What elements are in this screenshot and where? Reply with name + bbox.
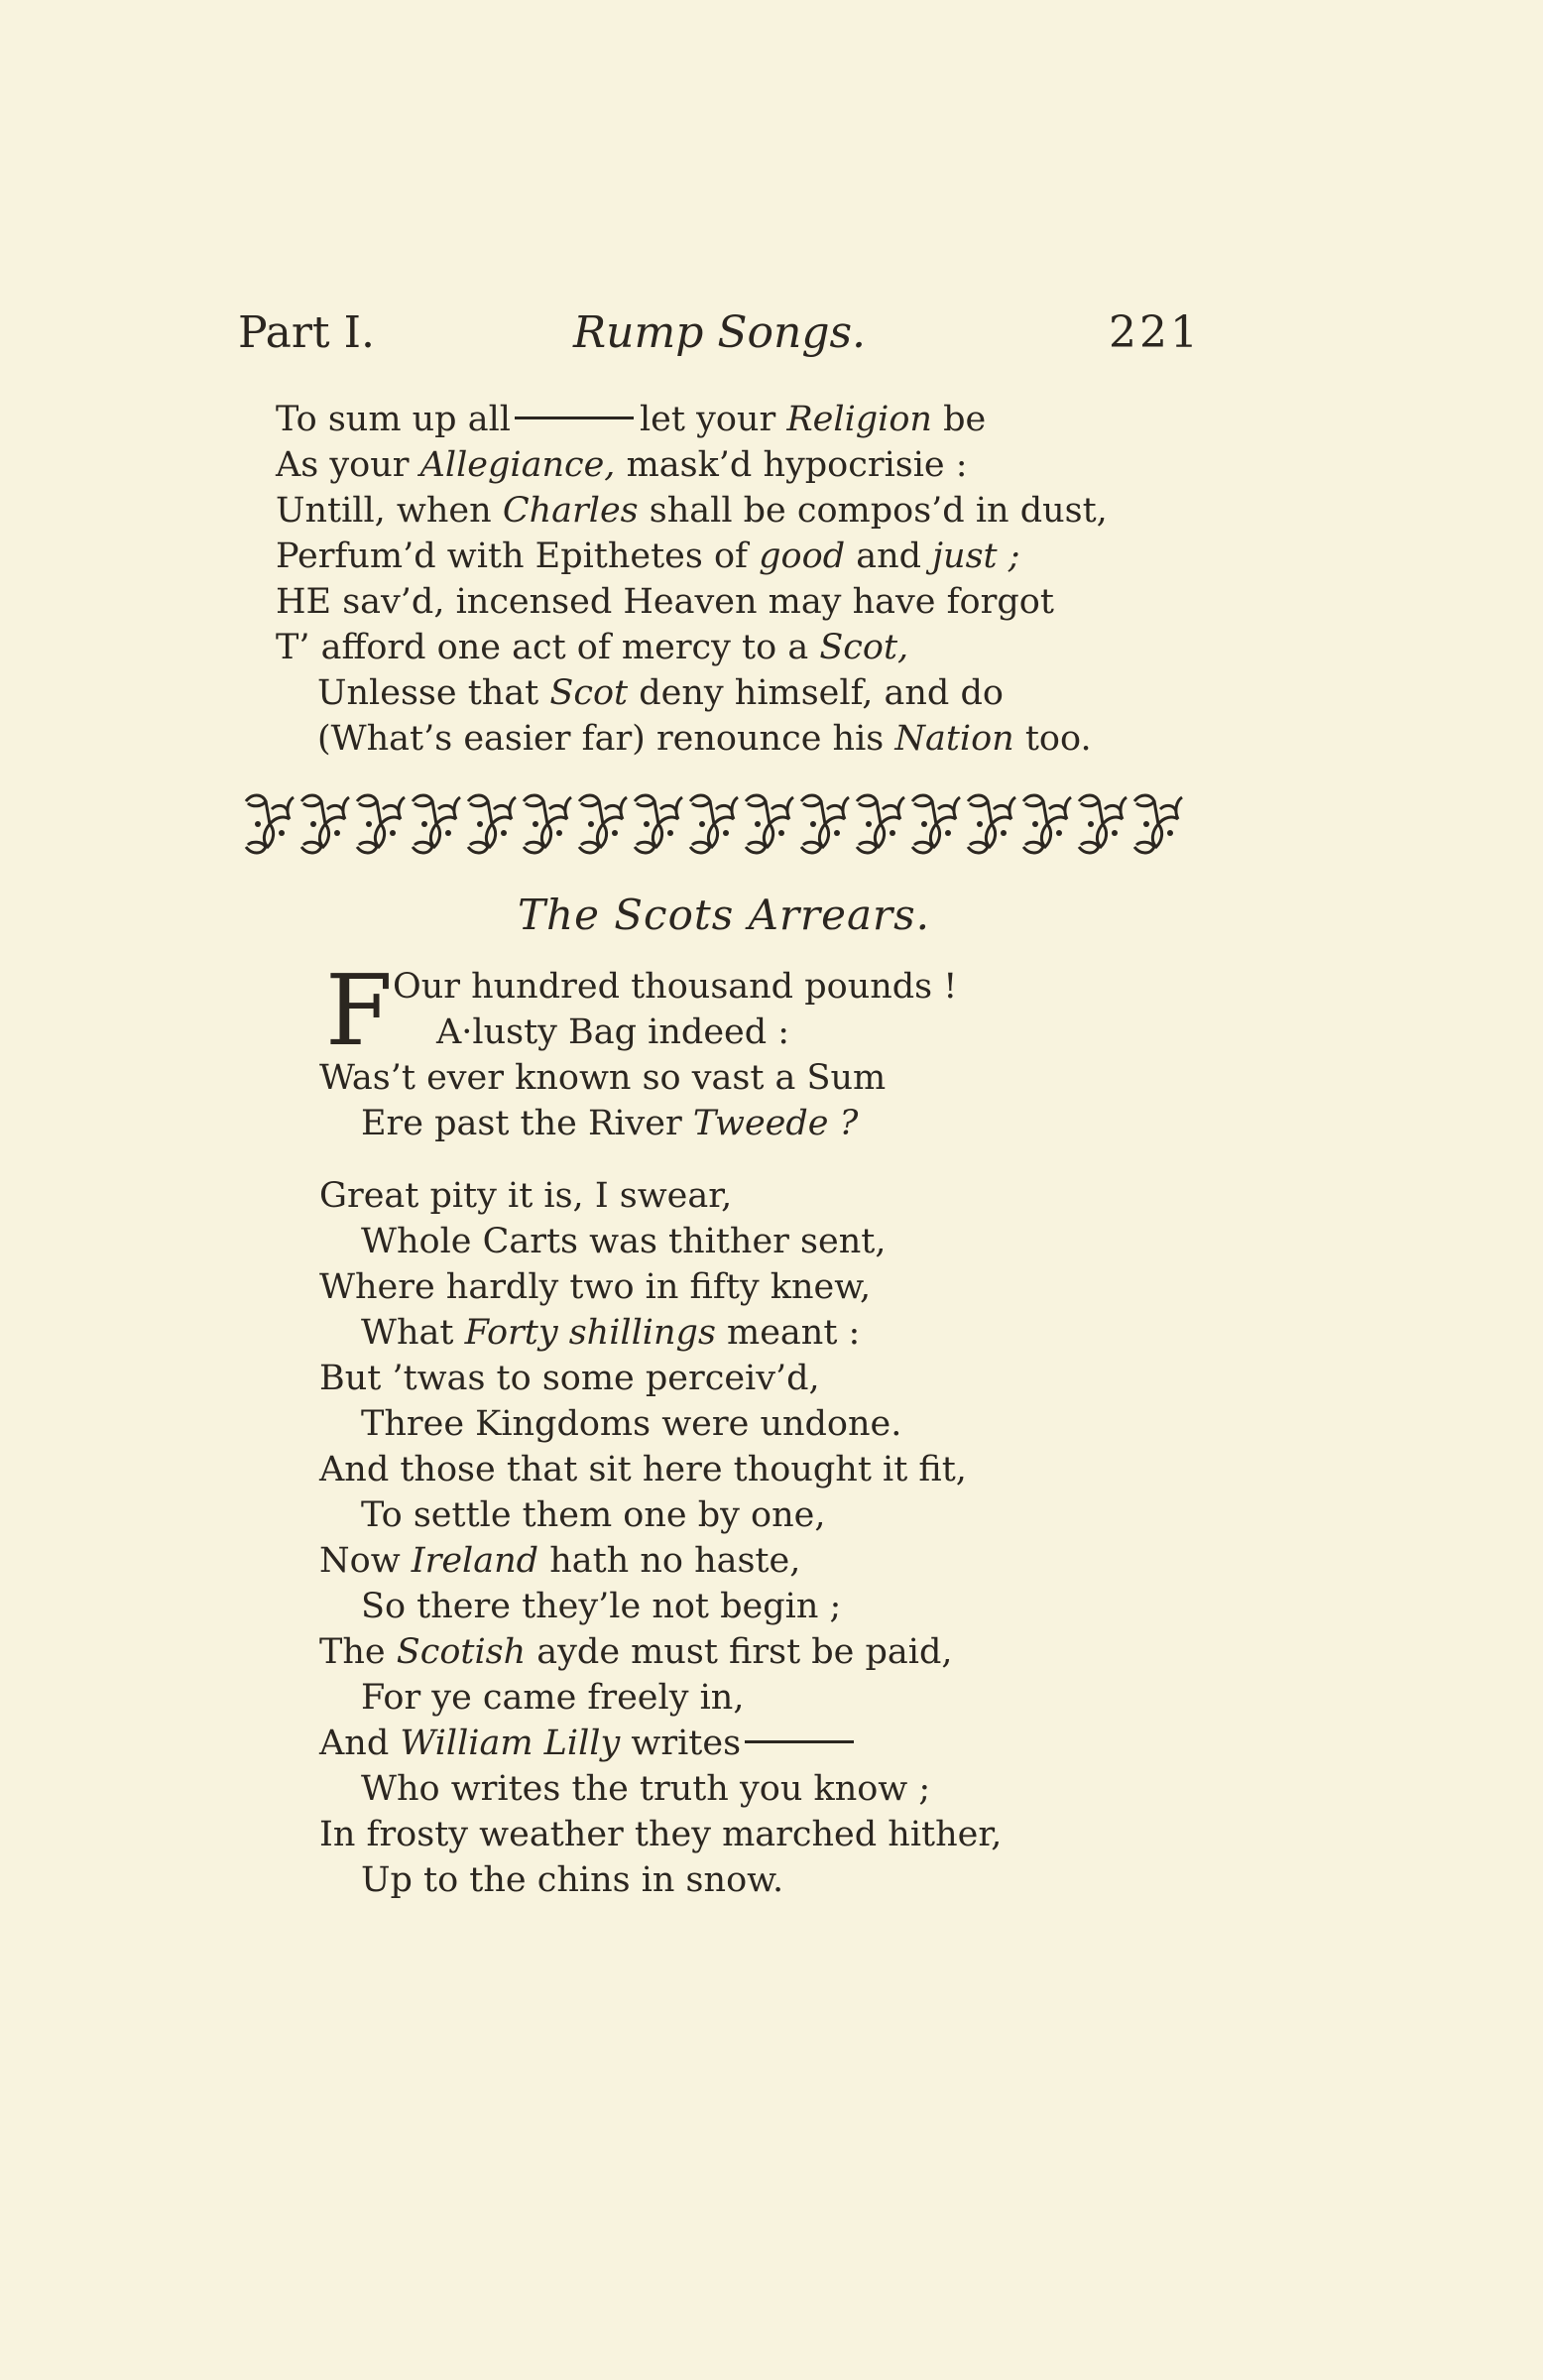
running-header-part: Part I.	[238, 307, 375, 358]
ornament-motif	[857, 795, 904, 853]
verse-line: Who writes the truth you know ;	[361, 1769, 931, 1809]
ornament-motif	[1079, 795, 1127, 853]
verse-line: The Scotish ayde must first be paid,	[319, 1632, 953, 1672]
verse-line: Perfum’d with Epithetes of good and just ;	[276, 536, 1020, 576]
verse-line: Untill, when Charles shall be compos’d in dust,	[276, 491, 1108, 531]
ornament-motif	[912, 795, 960, 853]
verse-line: To sum up all let your Religion be	[276, 400, 987, 439]
ornament-motif	[1134, 795, 1182, 853]
verse-line: So there they’le not begin ;	[361, 1587, 842, 1626]
verse-line: A·lusty Bag indeed :	[436, 1012, 790, 1052]
ornament-motif	[1023, 795, 1071, 853]
verse-line: Whole Carts was thither sent,	[361, 1222, 887, 1261]
verse-line: For ye came freely in,	[361, 1678, 745, 1718]
running-header-title: Rump Songs.	[573, 307, 867, 358]
ornament-motif	[635, 795, 682, 853]
verse-line: In frosty weather they marched hither,	[319, 1815, 1003, 1854]
ornament-motif	[301, 795, 349, 853]
verse-line: Up to the chins in snow.	[361, 1860, 784, 1900]
verse-line: T’ afford one act of mercy to a Scot,	[276, 628, 909, 667]
verse-line: Was’t ever known so vast a Sum	[319, 1058, 887, 1098]
verse-line: And William Lilly writes	[319, 1721, 860, 1766]
verse-line: But ’twas to some perceiv’d,	[319, 1359, 820, 1398]
verse-line: Unlesse that Scot deny himself, and do	[317, 673, 1004, 713]
ornament-motif	[746, 795, 793, 853]
em-dash-rule	[745, 1740, 854, 1743]
verse-line: Where hardly two in fifty knew,	[319, 1267, 872, 1307]
verse-line: Our hundred thousand pounds !	[393, 967, 958, 1007]
verse-line: (What’s easier far) renounce his Nation too.	[317, 719, 1092, 759]
verse-line: And those that sit here thought it fit,	[319, 1450, 967, 1489]
em-dash-rule	[515, 416, 634, 419]
verse-line: Great pity it is, I swear,	[319, 1176, 733, 1216]
ornament-motif	[524, 795, 571, 853]
verse-line: HE sav’d, incensed Heaven may have forgot	[276, 582, 1054, 622]
verse-line: Three Kingdoms were undone.	[361, 1404, 902, 1444]
verse-line: To settle them one by one,	[361, 1495, 826, 1535]
ornament-motif	[801, 795, 849, 853]
verse-line: As your Allegiance, mask’d hypocrisie :	[276, 445, 968, 485]
ornament-motif	[246, 795, 294, 853]
poem-title: The Scots Arrears.	[518, 891, 930, 939]
verse-line: What Forty shillings meant :	[361, 1313, 861, 1353]
ornament-motif	[468, 795, 516, 853]
ornament-motif	[579, 795, 627, 853]
verse-line: Now Ireland hath no haste,	[319, 1541, 801, 1581]
ornament-motif	[690, 795, 738, 853]
ornament-motif	[357, 795, 405, 853]
ornament-motif	[413, 795, 460, 853]
drop-cap: F	[325, 955, 393, 1068]
ornament-motif	[968, 795, 1015, 853]
page-number: 221	[1109, 307, 1201, 358]
verse-line: Ere past the River Tweede ?	[361, 1104, 859, 1143]
ornamental-divider	[238, 793, 1186, 855]
